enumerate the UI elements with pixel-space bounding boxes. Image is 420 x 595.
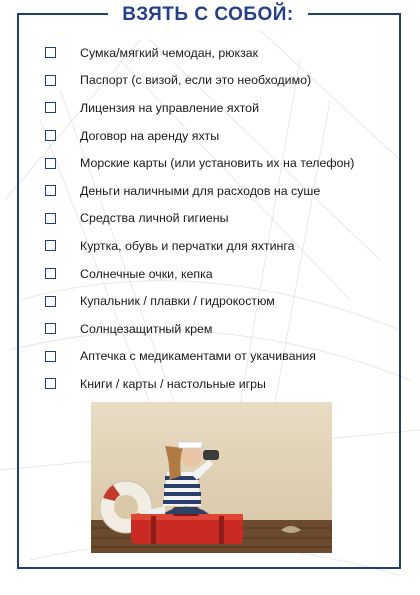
- checklist-item: [45, 343, 385, 371]
- checkbox[interactable]: [45, 213, 56, 224]
- checklist-item: [45, 315, 385, 343]
- checkbox[interactable]: [45, 185, 56, 196]
- checklist-item: [45, 149, 385, 177]
- photo-child-with-binoculars: [91, 402, 332, 553]
- checkbox[interactable]: [45, 158, 56, 169]
- checkbox[interactable]: [45, 47, 56, 58]
- checklist-item-label: Аптечка с медикаментами от укачивания: [80, 349, 316, 364]
- checklist-item-label: Купальник / плавки / гидрокостюм: [80, 294, 275, 309]
- checklist-item-label: Книги / карты / настольные игры: [80, 376, 266, 391]
- checklist-item-label: Морские карты (или установить их на телефон): [80, 156, 355, 171]
- checkbox[interactable]: [45, 323, 56, 334]
- checklist-item-label: Лицензия на управление яхтой: [80, 100, 259, 115]
- checklist-item: [45, 260, 385, 288]
- checklist-item: [45, 287, 385, 315]
- checkbox[interactable]: [45, 351, 56, 362]
- checklist-item: [45, 370, 385, 398]
- checklist-item-label: Куртка, обувь и перчатки для яхтинга: [80, 238, 295, 253]
- checklist-item: [45, 205, 385, 233]
- checkbox[interactable]: [45, 268, 56, 279]
- checkbox[interactable]: [45, 75, 56, 86]
- checkbox[interactable]: [45, 102, 56, 113]
- checklist-item-label: Деньги наличными для расходов на суше: [80, 183, 321, 198]
- checklist-item: [45, 39, 385, 67]
- checklist-item: [45, 67, 385, 95]
- checkbox[interactable]: [45, 296, 56, 307]
- checklist-item-label: Договор на аренду яхты: [80, 128, 220, 143]
- checklist-item-label: Сумка/мягкий чемодан, рюкзак: [80, 45, 259, 60]
- checkbox[interactable]: [45, 240, 56, 251]
- checklist-item: [45, 232, 385, 260]
- checklist-item: [45, 177, 385, 205]
- checklist-item: [45, 94, 385, 122]
- checklist: [45, 39, 385, 398]
- checklist-item-label: Солнцезащитный крем: [80, 321, 213, 336]
- checkbox[interactable]: [45, 130, 56, 141]
- page-title: ВЗЯТЬ С СОБОЙ:: [108, 2, 308, 28]
- checklist-item: [45, 122, 385, 150]
- checklist-item-label: Солнечные очки, кепка: [80, 266, 213, 281]
- checklist-item-label: Паспорт (с визой, если это необходимо): [80, 73, 312, 88]
- checkbox[interactable]: [45, 378, 56, 389]
- checklist-item-label: Средства личной гигиены: [80, 211, 229, 226]
